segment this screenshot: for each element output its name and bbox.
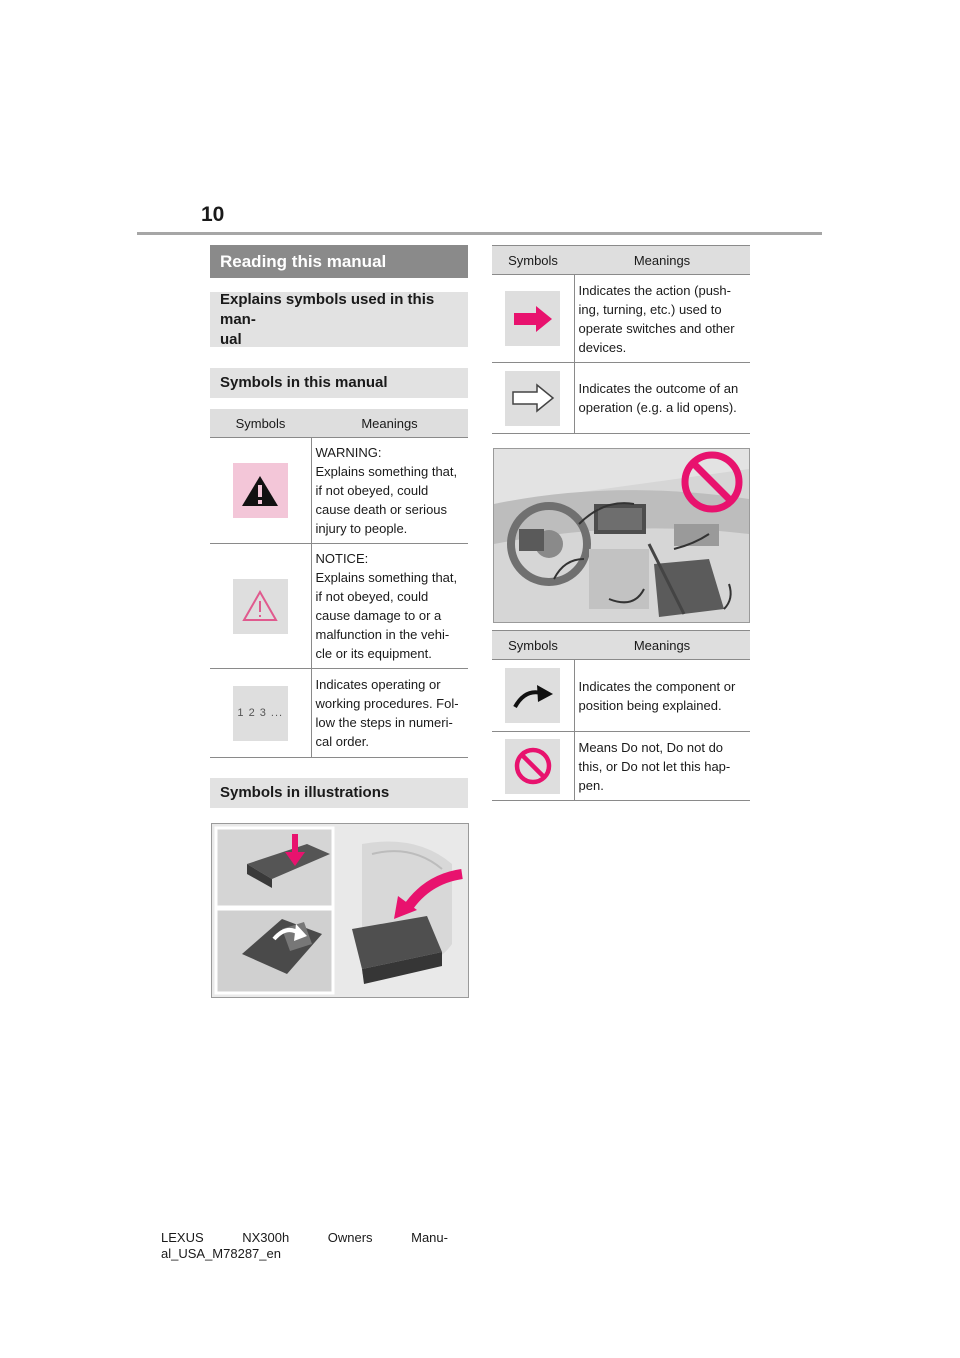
table-row [210, 438, 468, 544]
footer-word: Owners [327, 1230, 373, 1245]
notice-text: Explains something that, if not obeyed, could cause damage to or a malfunction in the vehi-cle or its equipment. [315, 570, 458, 661]
symbols-table-right-1 [492, 245, 750, 434]
col-header-symbols: Symbols [492, 246, 574, 275]
footer-line-1 [161, 1230, 448, 1246]
table-row [492, 732, 750, 801]
symbols-in-manual-heading: Symbols in this manual [210, 368, 468, 398]
col-header-symbols: Symbols [492, 631, 574, 660]
outcome-arrow-meaning: Indicates the outcome of an operation (e.g. a lid opens). [574, 363, 750, 434]
col-header-symbols: Symbols [210, 409, 311, 438]
notice-triangle-outline-icon [233, 579, 288, 634]
section-intro: Explains symbols used in this man- ual [210, 292, 468, 347]
component-arrow-meaning: Indicates the component or position being explained. [574, 660, 750, 732]
warning-text: Explains something that, if not obeyed, could cause death or serious injury to people. [315, 464, 458, 536]
table-row [492, 275, 750, 363]
symbols-table-right-2 [492, 630, 750, 801]
col-header-meanings: Meanings [574, 631, 750, 660]
footer-word: LEXUS [161, 1230, 204, 1245]
table-row [210, 669, 468, 758]
warning-title: WARNING: [315, 445, 382, 460]
table-row [492, 363, 750, 434]
outline-arrow-icon [505, 371, 560, 426]
prohibition-circle-icon [505, 739, 560, 794]
footer-caption [161, 1230, 448, 1262]
footer-word: NX300h [242, 1230, 290, 1245]
steps-icon-label: 1 2 3 ... [237, 706, 284, 719]
solid-pink-arrow-icon [505, 291, 560, 346]
dashboard-illustration [493, 448, 750, 623]
header-rule [137, 232, 822, 235]
symbols-table-manual [210, 409, 468, 758]
prohibition-meaning: Means Do not, Do not do this, or Do not let this hap-pen. [574, 732, 750, 801]
table-row [492, 660, 750, 732]
warning-triangle-filled-icon [233, 463, 288, 518]
armrest-illustration [211, 823, 469, 998]
curved-pointer-arrow-icon [505, 668, 560, 723]
notice-title: NOTICE: [315, 551, 369, 566]
table-row [210, 544, 468, 669]
symbols-in-illustrations-heading: Symbols in illustrations [210, 778, 468, 808]
section-title: Reading this manual [210, 245, 468, 278]
steps-text: Indicates operating or working procedures. Fol-low the steps in numeri-cal order. [315, 677, 459, 749]
steps-123-icon [233, 686, 288, 741]
col-header-meanings: Meanings [574, 246, 750, 275]
footer-line-2: al_USA_M78287_en [161, 1246, 281, 1261]
page-number: 10 [201, 203, 225, 226]
footer-word: Manu- [411, 1230, 448, 1245]
action-arrow-meaning: Indicates the action (push-ing, turning, etc.) used to operate switches and other devices. [574, 275, 750, 363]
col-header-meanings: Meanings [311, 409, 468, 438]
